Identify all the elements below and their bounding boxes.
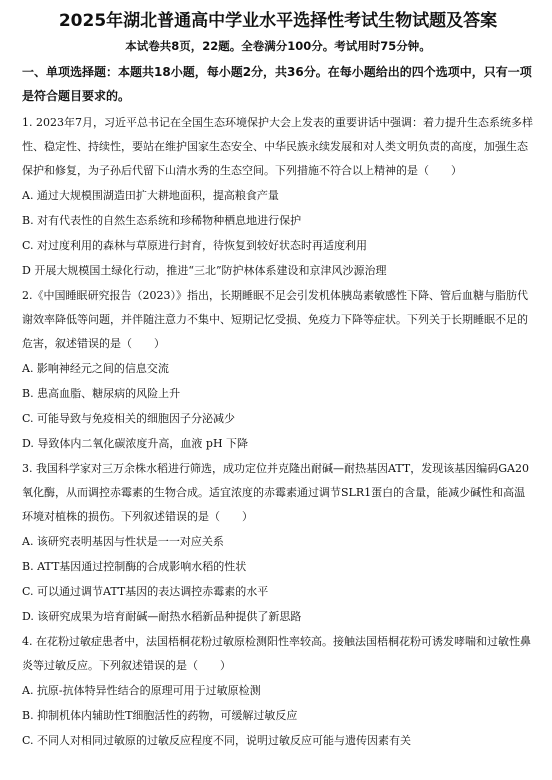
question-stem: 3. 我国科学家对三万余株水稻进行筛选，成功定位并克隆出耐碱—耐热基因ATT，发现该基因编码GA20氧化酶，从而调控赤霉素的生物合成。适宜浓度的赤霉素通过调节SLR1蛋白的含量，能减少碱性和高温环境对植株的损伤。下列叙述错误的是（ ） [22, 462, 529, 523]
question-1 [22, 111, 534, 283]
page-title: 2025年湖北普通高中学业水平选择性考试生物试题及答案 [58, 11, 498, 31]
option-d: D 开展大规模国土绿化行动，推进“三北”防护林体系建设和京津风沙源治理 [22, 264, 387, 277]
option-a: A. 影响神经元之间的信息交流 [22, 362, 169, 375]
option-b: B. 抑制机体内辅助性T细胞活性的药物，可缓解过敏反应 [22, 709, 298, 722]
question-2 [22, 284, 534, 456]
option-a: A. 该研究表明基因与性状是一一对应关系 [22, 535, 224, 548]
question-stem: 4. 在花粉过敏症患者中，法国梧桐花粉过敏原检测阳性率较高。接触法国梧桐花粉可诱发哮喘和过敏性鼻炎等过敏反应。下列叙述错误的是（ ） [22, 635, 531, 672]
option-d: D. 导致体内二氧化碳浓度升高，血液 pH 下降 [22, 437, 249, 450]
option-c: C. 对过度利用的森林与草原进行封育，待恢复到较好状态时再适度利用 [22, 239, 368, 252]
option-a: A. 通过大规模围湖造田扩大耕地面积，提高粮食产量 [22, 189, 279, 202]
option-d: D. 该研究成果为培育耐碱—耐热水稻新品种提供了新思路 [22, 610, 302, 623]
section-heading: 一、单项选择题：本题共18小题，每小题2分，共36分。在每小题给出的四个选项中，只有一项是符合题目要求的。 [22, 65, 532, 103]
option-c: C. 可能导致与免疫相关的细胞因子分泌减少 [22, 412, 236, 425]
exam-info: 本试卷共8页，22题。全卷满分100分。考试用时75分钟。 [125, 39, 431, 53]
question-3 [22, 457, 534, 629]
option-c: C. 不同人对相同过敏原的过敏反应程度不同，说明过敏反应可能与遗传因素有关 [22, 734, 412, 747]
question-4 [22, 630, 534, 753]
option-c: C. 可以通过调节ATT基因的表达调控赤霉素的水平 [22, 585, 269, 598]
option-b: B. 对有代表性的自然生态系统和珍稀物种栖息地进行保护 [22, 214, 302, 227]
question-stem: 2.《中国睡眠研究报告（2023）》指出，长期睡眠不足会引发机体胰岛素敏感性下降、管后血糖与脂肪代谢效率降低等问题，并伴随注意力不集中、短期记忆受损、免疫力下降等症状。下列关于长期睡眠不足的危害，叙述错误的是（ ） [22, 289, 528, 350]
question-stem: 1. 2023年7月，习近平总书记在全国生态环境保护大会上发表的重要讲话中强调：着力提升生态系统多样性、稳定性、持续性，要站在维护国家生态安全、中华民族永续发展和对人类文明负责的高度，加强生态保护和修复，为子孙后代留下山清水秀的生态空间。下列措施不符合以上精神的是（ ） [22, 116, 533, 177]
option-b: B. ATT基因通过控制酶的合成影响水稻的性状 [22, 560, 247, 573]
option-a: A. 抗原-抗体特异性结合的原理可用于过敏原检测 [22, 684, 261, 697]
option-b: B. 患高血脂、糖尿病的风险上升 [22, 387, 181, 400]
